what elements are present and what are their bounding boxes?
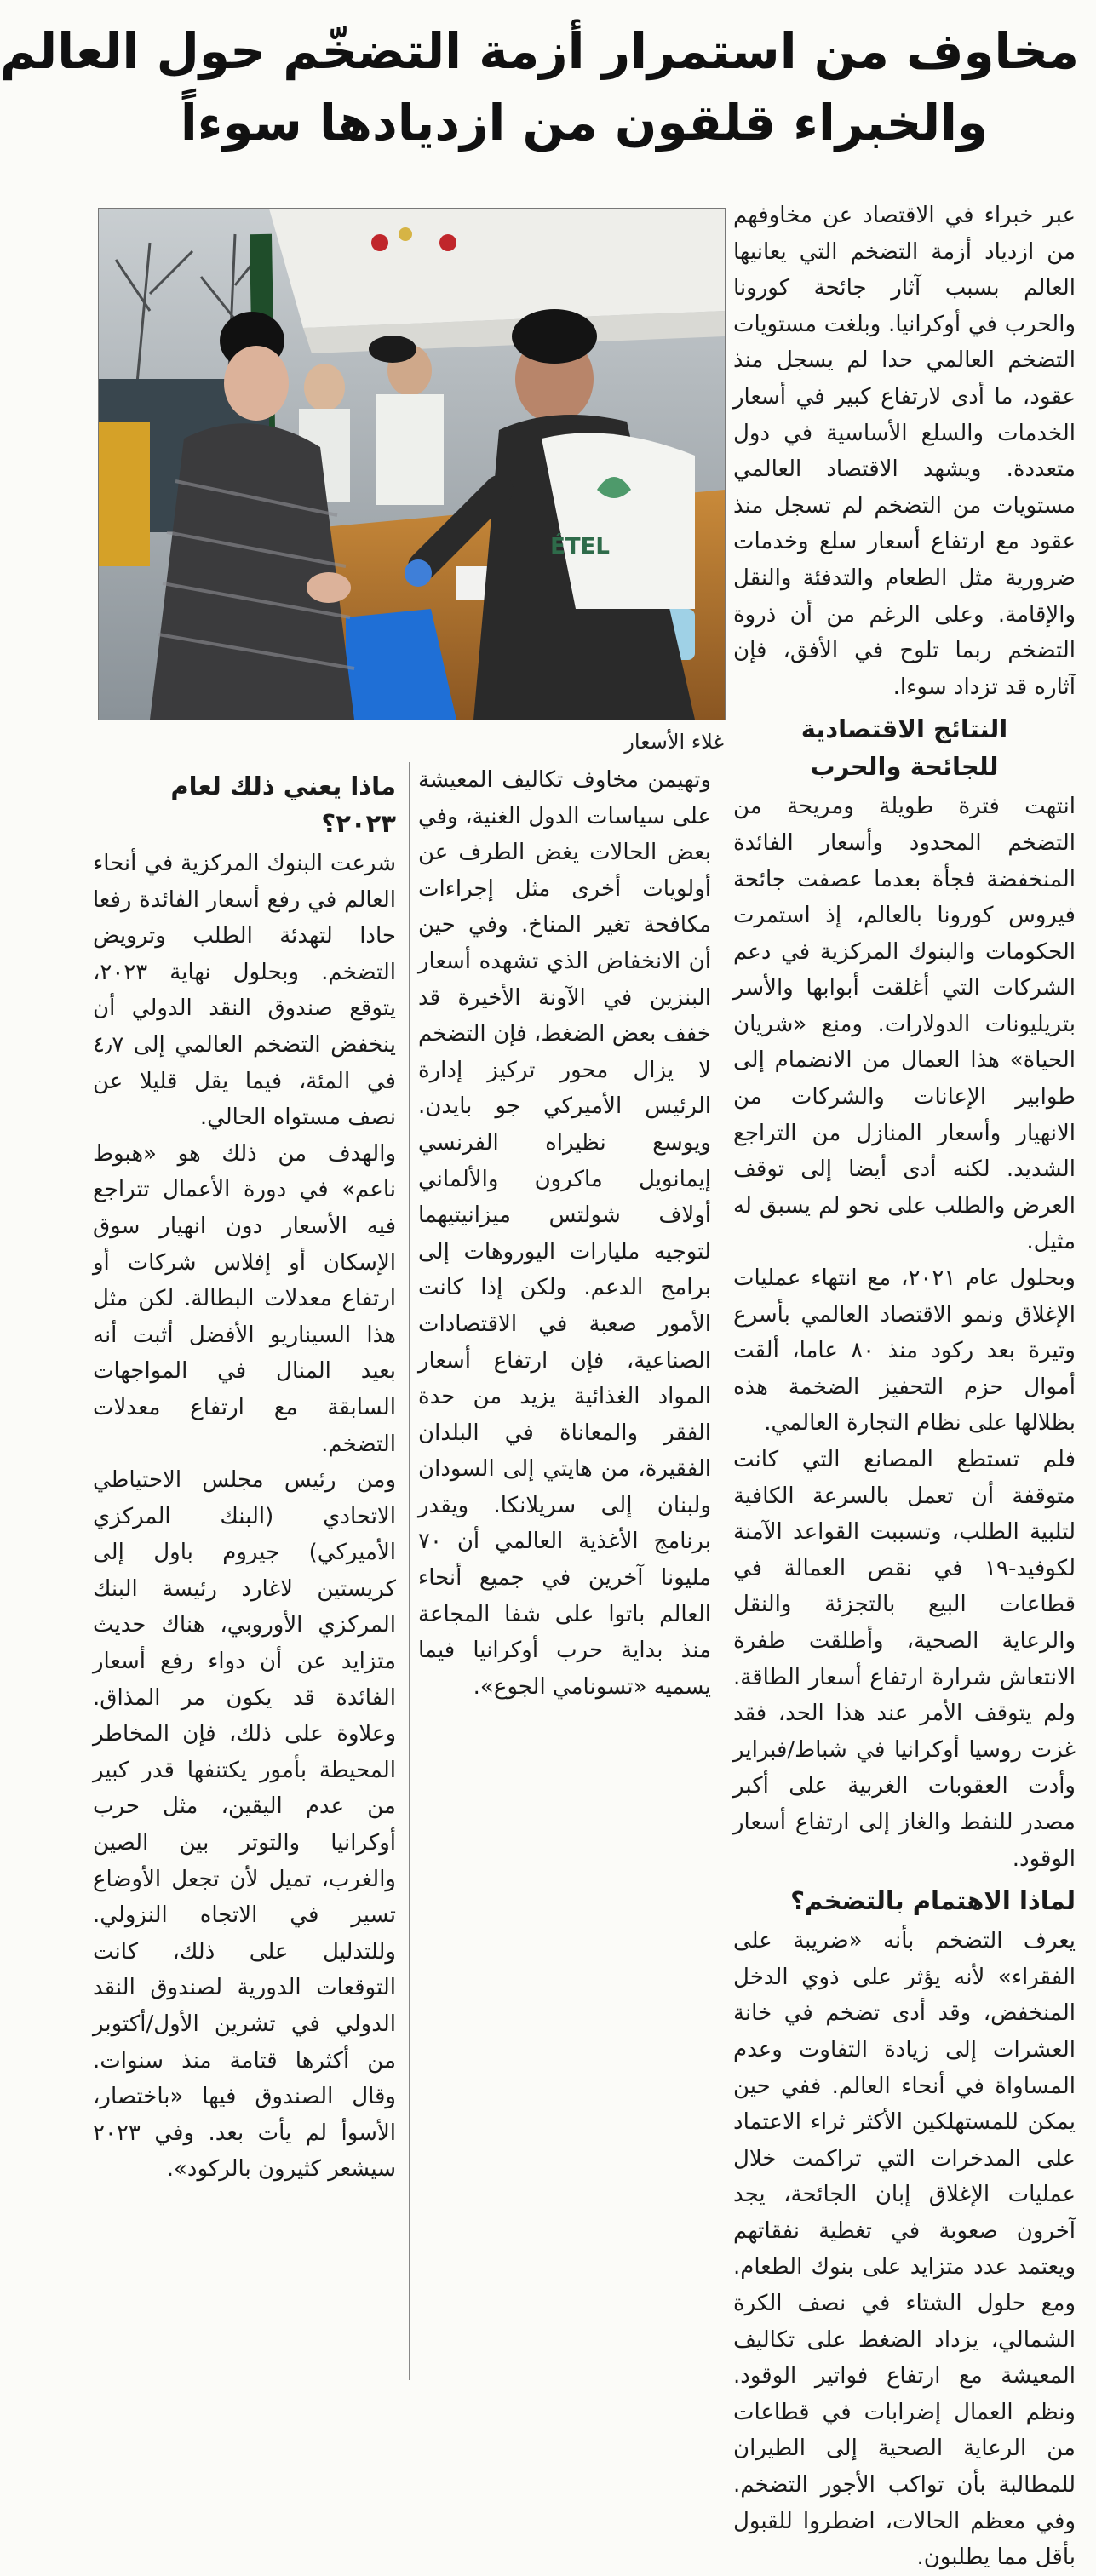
body-paragraph: وبحلول عام ٢٠٢١، مع انتهاء عمليات الإغلاق ونمو الاقتصاد العالمي بأسرع وتيرة بعد ركود منذ ٨٠ عاما، ألقت أموال حزم التحفيز الضخمة هذه بظلالها على نظام التجارة العالمي.	[733, 1265, 1076, 1437]
apron-logo-text: ÉTEL	[550, 534, 610, 559]
headline	[0, 15, 1079, 158]
headline-line-2: والخبراء قلقون من ازديادها سوءاً	[180, 94, 989, 152]
body-paragraph: والهدف من ذلك هو «هبوط ناعم» في دورة الأعمال تتراجع فيه الأسعار دون انهيار سوق الإسكان أو إفلاس شركات أو ارتفاع معدلات البطالة. لكن مثل هذا السيناريو الأفضل أثبت أنه بعيد المنال في المواجهات السابقة مع ارتفاع معدلات التضخم.	[93, 1140, 396, 1457]
section-heading	[733, 710, 1076, 785]
body-paragraph: شرعت البنوك المركزية في أنحاء العالم في رفع أسعار الفائدة رفعا حادا لتهدئة الطلب وترويض التضخم. وبحلول نهاية ٢٠٢٣، يتوقع صندوق النقد الدولي أن ينخفض التضخم العالمي إلى ٤٫٧ في المئة، فيما يقل قليلا عن نصف مستواه الحالي.	[93, 851, 396, 1131]
body-paragraph: انتهت فترة طويلة ومريحة من التضخم المحدود وأسعار الفائدة المنخفضة فجأة بعدما عصفت جائحة فيروس كورونا بالعالم، إذ استمرت الحكومات والبنوك المركزية في دعم الشركات التي أغلقت أبوابها والأسر بتريليونات الدولارات. ومنع «شريان الحياة» هذا العمال من الانضمام إلى طوابير الإعانات والشركات من الانهيار وأسعار المنازل من التراجع الشديد. لكنه أدى أيضا إلى توقف العرض والطلب على نحو لم يسبق له مثيل.	[733, 794, 1076, 1255]
news-photo	[98, 208, 726, 720]
section-heading-line: النتائج الاقتصادية	[800, 714, 1008, 744]
body-paragraph: يعرف التضخم بأنه «ضريبة على الفقراء» لأنه يؤثر على ذوي الدخل المنخفض، وقد أدى تضخم في خانة العشرات إلى زيادة التفاوت وعدم المساواة في أنحاء العالم. ففي حين يمكن للمستهلكين الأكثر ثراء الاعتماد على المدخرات التي تراكمت خلال عمليات الإغلاق إبان الجائحة، يجد آخرون صعوبة في تغطية نفقاتهم ويعتمد عدد متزايد على بنوك الطعام. ومع حلول الشتاء في نصف الكرة الشمالي، يزداد الضغط على تكاليف المعيشة مع ارتفاع فواتير الوقود. ونظم العمال إضرابات في قطاعات من الرعاية الصحية إلى الطيران للمطالبة بأن تواكب الأجور التضخم. وفي معظم الحالات، اضطروا للقبول بأقل مما يطلبون.	[733, 1928, 1076, 2571]
column-divider	[409, 762, 410, 2380]
photo-caption: غلاء الأسعار	[624, 730, 724, 754]
headline-line-1: مخاوف من استمرار أزمة التضخّم حول العالم	[0, 22, 1079, 80]
intro-paragraph: عبر خبراء في الاقتصاد عن مخاوفهم من ازدياد أزمة التضخم التي يعانيها العالم بسبب آثار جائحة كورونا والحرب في أوكرانيا. وبلغت مستويات التضخم العالمي حدا لم يسجل منذ عقود، ما أدى لارتفاع كبير في أسعار الخدمات والسلع الأساسية في دول متعددة. ويشهد الاقتصاد العالمي مستويات من التضخم لم تسجل منذ عقود مع ارتفاع أسعار سلع وخدمات ضرورية مثل الطعام والتدفئة والنقل والإقامة. وعلى الرغم من أن ذروة التضخم ربما تلوح في الأفق، فإن آثاره قد تزداد سوءا.	[733, 203, 1076, 700]
body-paragraph: فلم تستطع المصانع التي كانت متوقفة أن تعمل بالسرعة الكافية لتلبية الطلب، وتسببت القواعد الآمنة لكوفيد-١٩ في نقص العمالة في قطاعات البيع بالتجزئة والنقل والرعاية الصحية، وأطلقت طفرة الانتعاش شرارة ارتفاع أسعار الطاقة. ولم يتوقف الأمر عند هذا الحد، فقد غزت روسيا أوكرانيا في شباط/فبراير وأدت العقوبات الغربية على أكبر مصدر للنفط والغاز إلى ارتفاع أسعار الوقود.	[733, 1447, 1076, 1872]
body-paragraph: ومن رئيس مجلس الاحتياطي الاتحادي (البنك المركزي الأميركي) جيروم باول إلى كريستين لاغارد رئيسة البنك المركزي الأوروبي، هناك حديث متزايد عن أن دواء رفع أسعار الفائدة قد يكون مر المذاق. وعلاوة على ذلك، فإن المخاطر المحيطة بأمور يكتنفها قدر كبير من عدم اليقين، مثل حرب أوكرانيا والتوتر بين الصين والغرب، تميل لأن تجعل الأوضاع تسير في الاتجاه النزولي. وللتدليل على ذلك، كانت التوقعات الدورية لصندوق النقد الدولي في تشرين الأول/أكتوبر من أكثرها قتامة منذ سنوات. وقال الصندوق فيها «باختصار، الأسوأ لم يأت بعد. وفي ٢٠٢٣ سيشعر كثيرون بالركود».	[93, 1467, 396, 2183]
column-left	[93, 762, 396, 2380]
section-heading: ماذا يعني ذلك لعام ٢٠٢٣؟	[170, 772, 396, 838]
section-heading-line: للجائحة والحرب	[810, 752, 999, 782]
body-paragraph: وتهيمن مخاوف تكاليف المعيشة على سياسات الدول الغنية، وفي بعض الحالات يغض الطرف عن أولويات أخرى مثل إجراءات مكافحة تغير المناخ. وفي حين أن الانخفاض الذي تشهده أسعار البنزين في الآونة الأخيرة قد خفف بعض الضغط، فإن التضخم لا يزال محور تركيز إدارة الرئيس الأميركي جو بايدن. ويوسع نظيراه الفرنسي إيمانويل ماكرون والألماني أولاف شولتس ميزانيتيهما لتوجيه مليارات اليوروهات إلى برامج الدعم. ولكن إذا كانت الأمور صعبة في الاقتصادات الصناعية، فإن ارتفاع أسعار المواد الغذائية يزيد من حدة الفقر والمعاناة في البلدان الفقيرة، من هايتي إلى السودان ولبنان إلى سريلانكا. ويقدر برنامج الأغذية العالمي أن ٧٠ مليونا آخرين في جميع أنحاء العالم باتوا على شفا المجاعة منذ بداية حرب أوكرانيا فيما يسميه «تسونامي الجوع».	[418, 767, 711, 1700]
column-middle	[418, 762, 711, 2380]
section-heading: لماذا الاهتمام بالتضخم؟	[790, 1886, 1076, 1916]
column-right	[733, 198, 1076, 2571]
